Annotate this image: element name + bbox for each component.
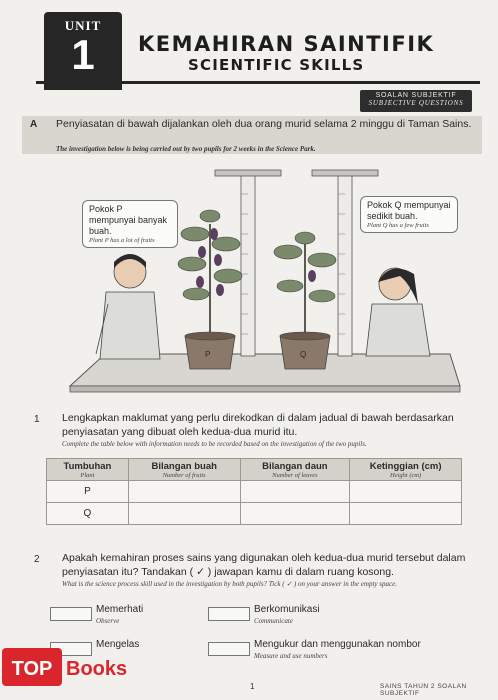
- page-title: KEMAHIRAN SAINTIFIK: [138, 32, 435, 56]
- q1-text-en: Complete the table below with information needs to be recorded based on the investigation of the two pupils.: [62, 440, 367, 448]
- col-leaves: Bilangan daun Number of leaves: [240, 459, 350, 481]
- footer-subject: SAINS TAHUN 2 SOALAN SUBJEKTIF: [380, 683, 467, 697]
- col-fruits: Bilangan buah Number of fruits: [128, 459, 240, 481]
- table-header-row: [47, 459, 462, 481]
- girl-figure: [366, 268, 430, 356]
- pot-p-label: P: [205, 350, 211, 359]
- q2-number: 2: [34, 554, 40, 565]
- ruler-left-top: [215, 170, 281, 176]
- bubble-left-en: Plant P has a lot of fruits: [89, 237, 155, 244]
- unit-tab: [44, 12, 122, 90]
- row-label: Q: [47, 503, 129, 525]
- badge-en: SUBJECTIVE QUESTIONS: [368, 99, 464, 107]
- option-communicate-checkbox[interactable]: [208, 607, 250, 621]
- subjective-badge: [360, 90, 472, 112]
- q2-text: Apakah kemahiran proses sains yang digunakan oleh kedua-dua murid tersebut dalam penyiasatan itu? Tandakan ( ✓ ) jawapan kamu di dalam ruang kosong.: [62, 552, 466, 578]
- speech-bubble-left: [82, 200, 178, 248]
- bubble-left-ms: Pokok P mempunyai banyak buah.: [89, 204, 168, 236]
- record-table: [46, 458, 462, 525]
- plant-q: [274, 232, 336, 336]
- option-communicate-en: Communicate: [254, 617, 293, 625]
- option-classify-label: Mengelas: [96, 639, 140, 650]
- unit-word: UNIT: [64, 18, 102, 33]
- q1-text: Lengkapkan maklumat yang perlu direkodkan di dalam jadual di bawah berdasarkan penyiasatan yang dibuat oleh kedua-dua murid itu.: [62, 412, 454, 438]
- col-plant: Tumbuhan Plant: [47, 459, 129, 481]
- col-height: Ketinggian (cm) Height (cm): [350, 459, 462, 481]
- section-a-text: Penyiasatan di bawah dijalankan oleh dua orang murid selama 2 minggu di Taman Sains.: [56, 118, 472, 130]
- badge-ms: SOALAN SUBJEKTIF: [375, 92, 457, 99]
- logo-text-books: Books: [66, 658, 128, 680]
- unit-number: 1: [71, 31, 95, 78]
- q2-text-en: What is the science process skill used in the investigation by both pupils? Tick ( ✓ ) on your answer in the empty space.: [62, 580, 397, 588]
- page-subtitle: SCIENTIFIC SKILLS: [188, 56, 365, 74]
- ruler-right: [338, 174, 352, 356]
- option-observe-checkbox[interactable]: [50, 607, 92, 621]
- table-row: [47, 503, 462, 525]
- topbooks-logo: [0, 644, 150, 690]
- section-a-label: A: [30, 119, 38, 130]
- leaves-cell[interactable]: [240, 503, 350, 525]
- fruits-cell[interactable]: [128, 481, 240, 503]
- boy-figure: [96, 254, 160, 359]
- ruler-right-top: [312, 170, 378, 176]
- leaves-cell[interactable]: [240, 481, 350, 503]
- row-label: P: [47, 481, 129, 503]
- bubble-right-en: Plant Q has a few fruits: [367, 222, 429, 229]
- option-communicate-label: Berkomunikasi: [254, 604, 320, 615]
- option-measure-en: Measure and use numbers: [254, 652, 328, 660]
- option-measure-label: Mengukur dan menggunakan nombor: [254, 639, 421, 650]
- table-edge: [70, 386, 460, 392]
- height-cell[interactable]: [350, 481, 462, 503]
- plant-p: [178, 210, 242, 336]
- option-observe-en: Observe: [96, 617, 120, 625]
- logo-text-top: TOP: [11, 658, 53, 680]
- bubble-right-ms: Pokok Q mempunyai sedikit buah.: [367, 200, 451, 221]
- q1-number: 1: [34, 414, 40, 425]
- fruits-cell[interactable]: [128, 503, 240, 525]
- pot-q-label: Q: [300, 350, 307, 359]
- table-row: [47, 481, 462, 503]
- speech-bubble-right: [360, 196, 458, 233]
- section-a-text-en: The investigation below is being carried out by two pupils for 2 weeks in the Science Park.: [56, 145, 316, 153]
- ruler-left: [241, 174, 255, 356]
- option-measure-checkbox[interactable]: [208, 642, 250, 656]
- option-observe-label: Memerhati: [96, 604, 144, 615]
- height-cell[interactable]: [350, 503, 462, 525]
- page-number: 1: [250, 682, 255, 691]
